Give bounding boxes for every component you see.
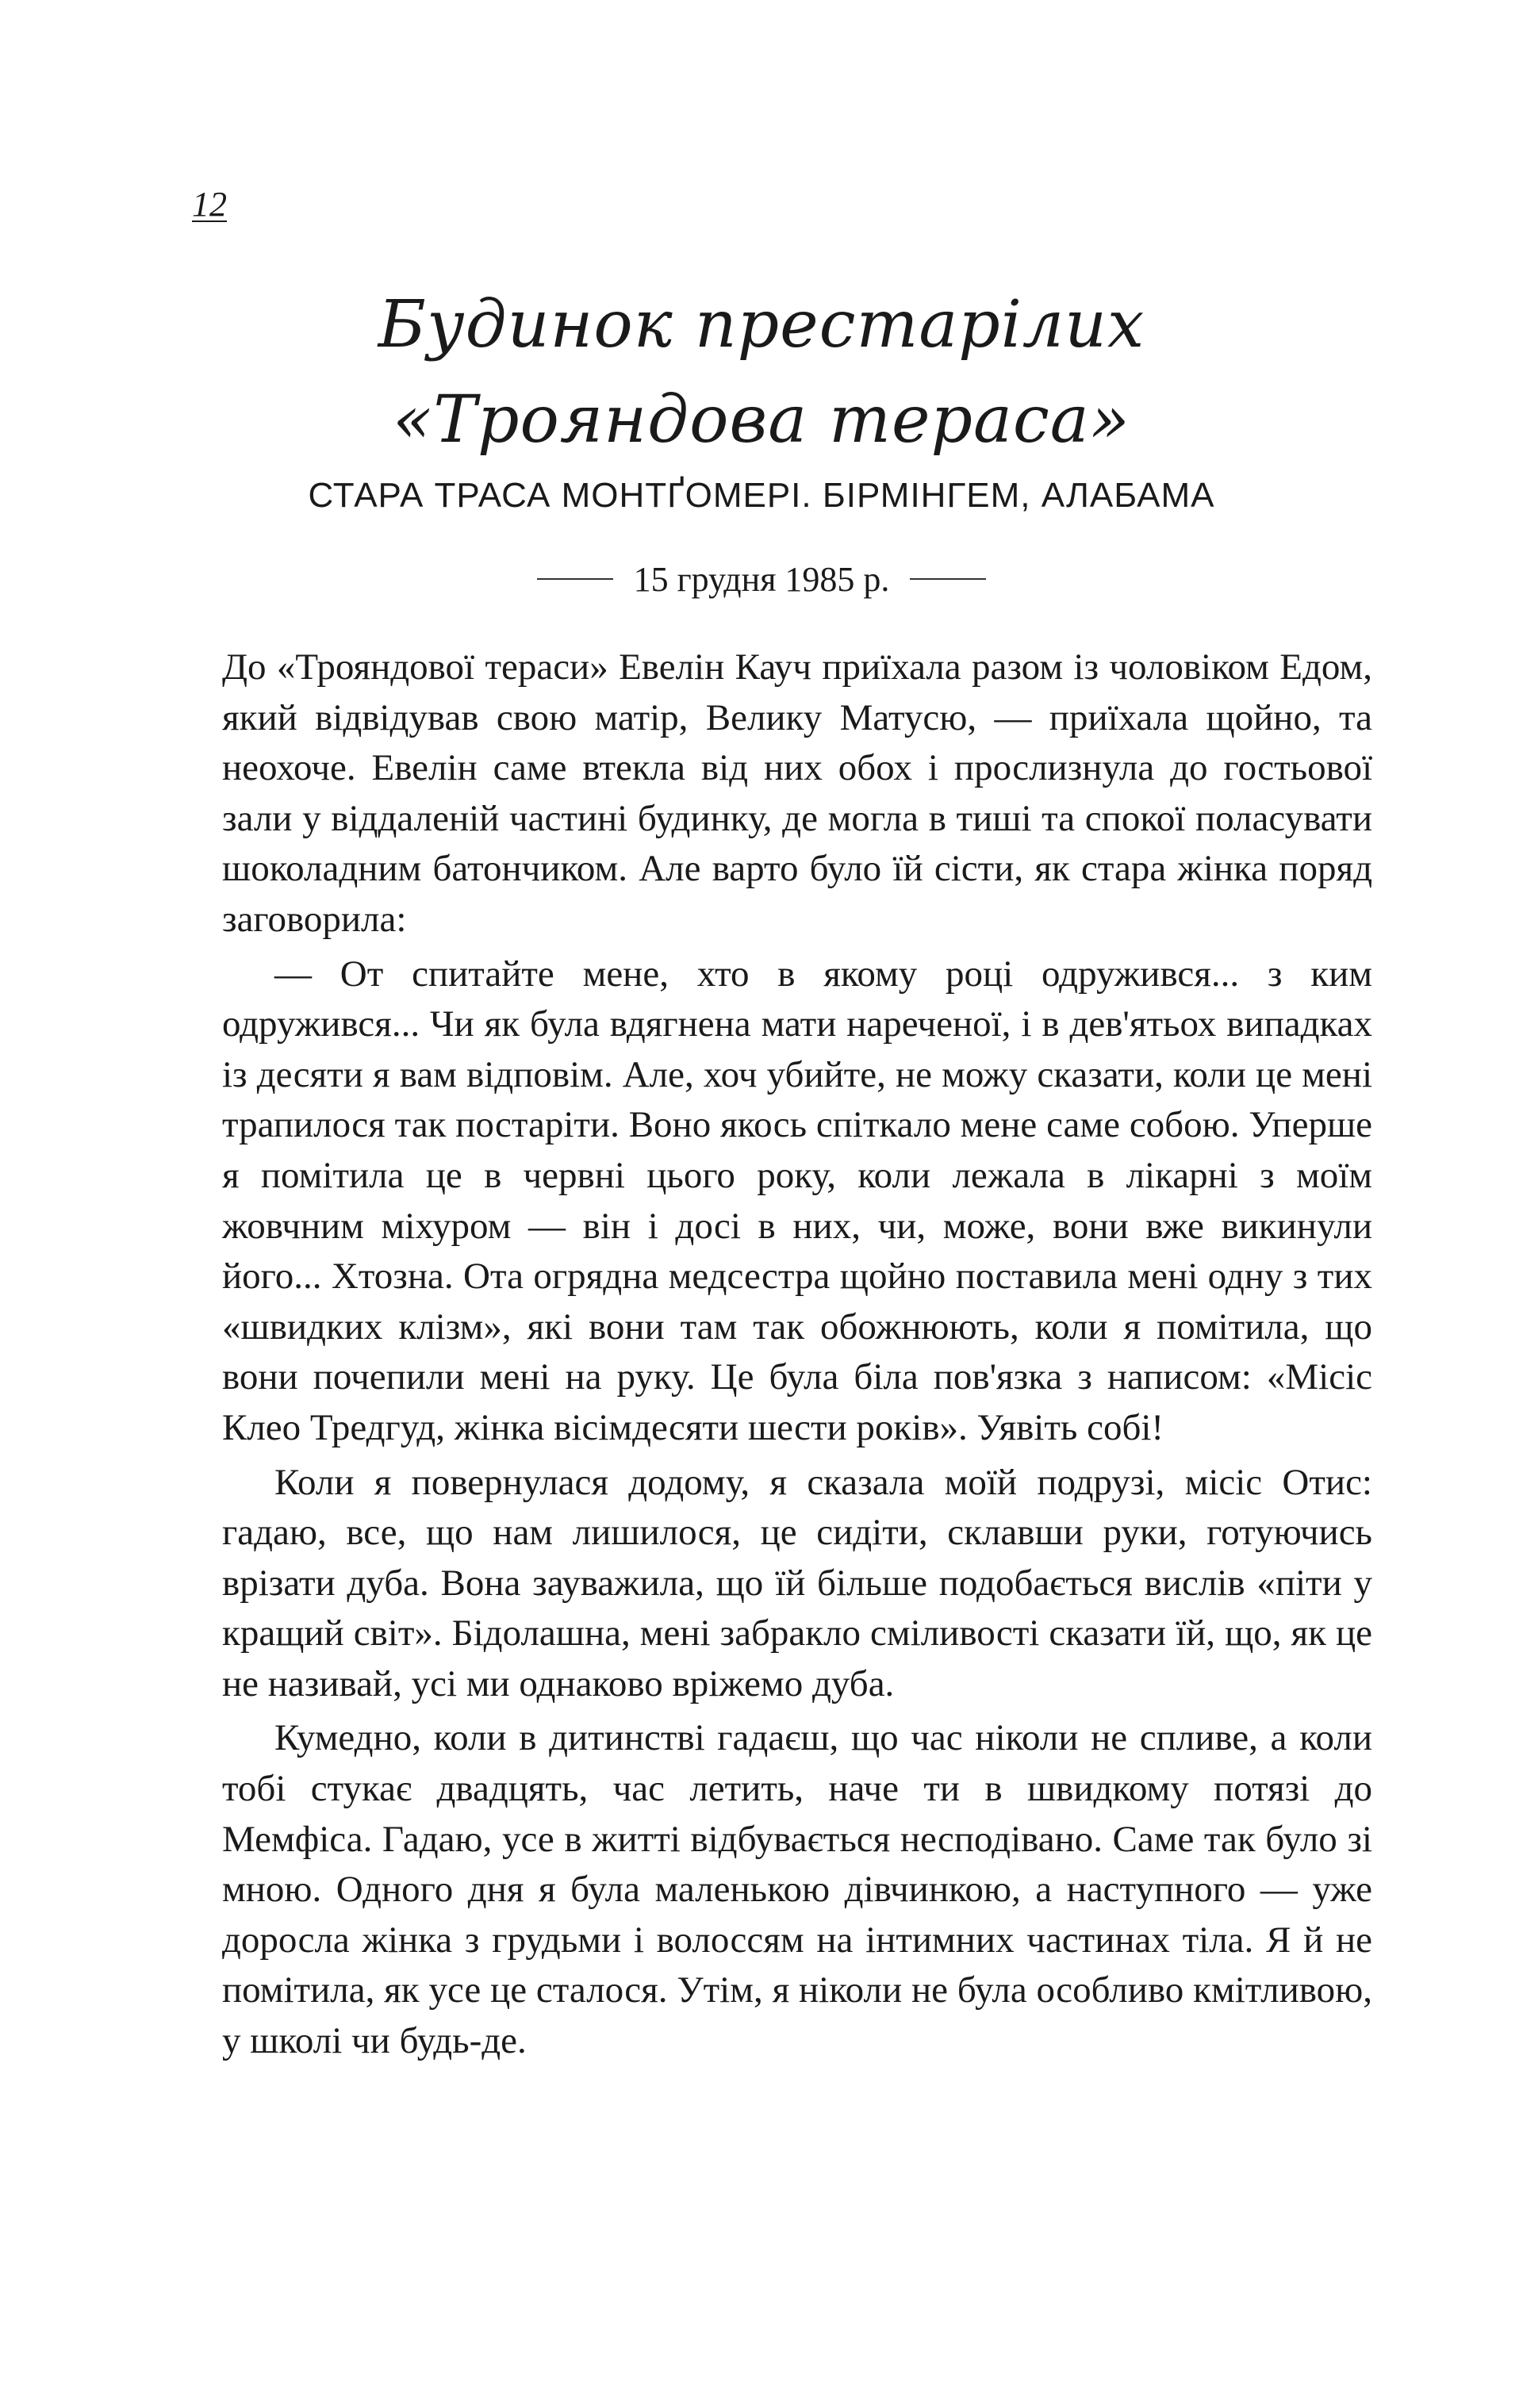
date-line [397, 555, 1126, 603]
paragraph-2: — От спитайте мене, хто в якому році одружився... з ким одружився... Чи як була вдягнена мати нареченої, і в дев'ятьох випадках із десяти я вам відповім. Але, хоч убийте, не можу сказати, коли це мені трапилося так постаріти. Воно якось спіткало мене саме собою. Уперше я помітила це в червні цього року, коли лежала в лікарні з моїм жовчним міхуром — він і досі в них, чи, може, вони вже викинули його... Хтозна. Ота огрядна медсестра щойно поставила мені одну з тих «швидких клізм», які вони там так обожнюють, коли я помітила, що вони почепили мені на руку. Це була біла пов'язка з написом: «Місіс Клео Тредгуд, жінка вісімдесяти шести років». Уявіть собі! [222, 953, 1372, 1448]
page-number: 12 [192, 185, 227, 224]
paragraph-3: Коли я повернулася додому, я сказала моїй подрузі, місіс Отис: гадаю, все, що нам лишилося, це сидіти, склавши руки, готуючись врізати дуба. Вона зауважила, що їй більше подобається вислів «піти у кращий світ». Бідолашна, мені забракло сміливості сказати їй, що, як це не називай, усі ми однаково вріжемо дуба. [222, 1461, 1372, 1704]
date-text: 15 грудня 1985 р. [633, 559, 890, 599]
date-rule-left [537, 578, 613, 580]
location-subtitle: СТАРА ТРАСА МОНТҐОМЕРІ. БІРМІНГЕМ, АЛАБАМА [308, 476, 1215, 515]
body-text [222, 642, 1372, 2071]
paragraph-4: Кумедно, коли в дитинстві гадаєш, що час ніколи не спливе, а коли тобі стукає двадцять, час летить, наче ти в швидкому потязі до Мемфіса. Гадаю, усе в житті відбувається несподівано. Саме так було зі мною. Одного дня я була маленькою дівчинкою, а наступного — уже доросла жінка з грудьми і волоссям на інтимних частинах тіла. Я й не помітила, як усе це сталося. Утім, я ніколи не була особливо кмітливою, у школі чи будь-де. [222, 1717, 1372, 2062]
date-rule-right [910, 578, 986, 580]
chapter-title [301, 278, 1222, 468]
paragraph-1: До «Трояндової тераси» Евелін Кауч приїхала разом із чоловіком Едом, який відвідував свою матір, Велику Матусю, — приїхала щойно, та неохоче. Евелін саме втекла від них обох і прослизнула до гостьової зали у віддаленій частині будинку, де могла в тиші та спокої поласувати шоколадним батончиком. Але варто було їй сісти, як стара жінка поряд заговорила: [222, 646, 1372, 940]
chapter-title-line-2: «Трояндова тераса» [393, 382, 1130, 458]
chapter-title-line-1: Будинок престарілих [378, 287, 1145, 362]
